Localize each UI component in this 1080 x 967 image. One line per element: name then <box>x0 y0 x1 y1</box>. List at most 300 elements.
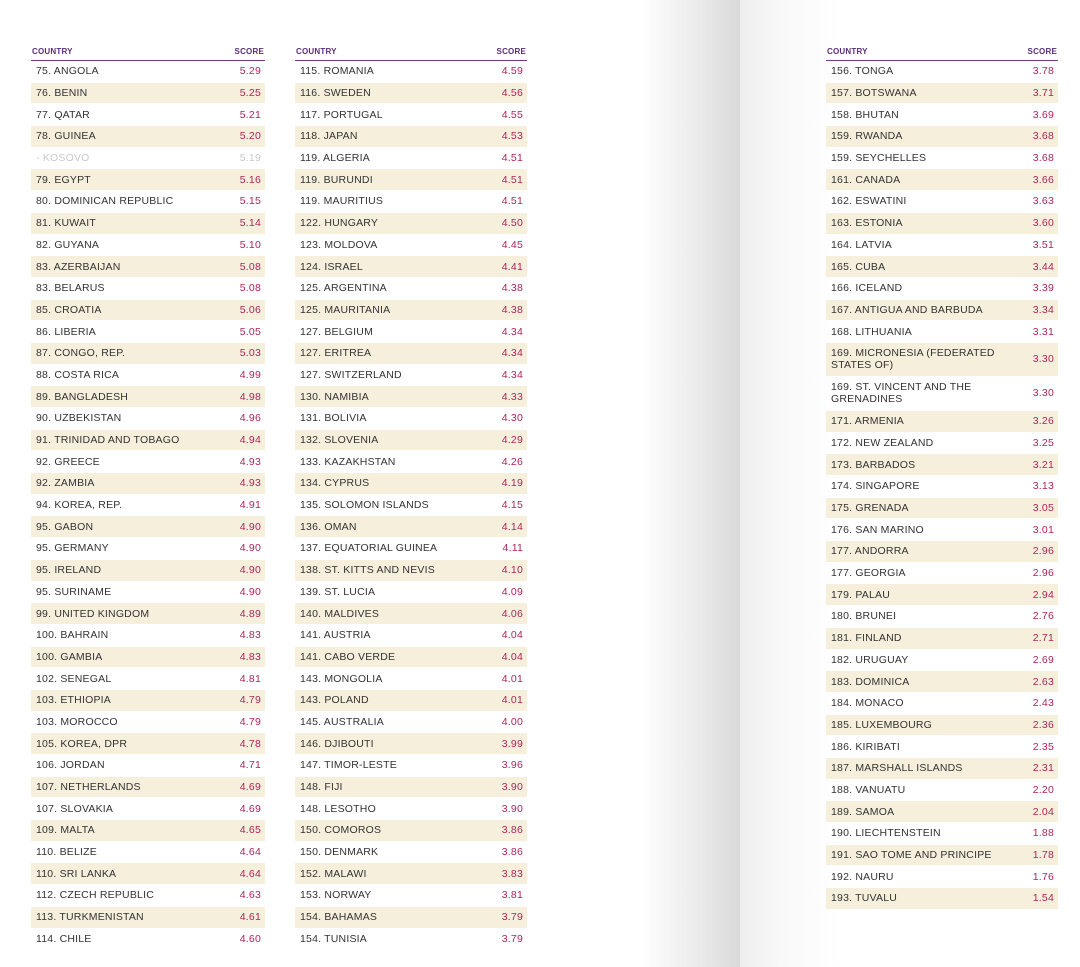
country-cell: 127. ERITREA <box>300 347 372 360</box>
country-cell: 105. KOREA, DPR <box>36 737 128 750</box>
table-row <box>31 560 265 582</box>
country-cell: 112. CZECH REPUBLIC <box>36 889 154 902</box>
country-cell: 81. KUWAIT <box>36 217 96 230</box>
score-cell: 4.94 <box>239 434 261 447</box>
country-cell: 87. CONGO, REP. <box>36 347 126 360</box>
table-row <box>295 798 527 820</box>
score-cell: 3.99 <box>501 737 523 750</box>
table-row <box>295 647 527 669</box>
table-row <box>826 736 1058 758</box>
table-row <box>295 430 527 452</box>
table-row <box>31 798 265 820</box>
table-row <box>31 235 265 257</box>
country-cell: 157. BOTSWANA <box>831 87 917 100</box>
score-cell: 4.79 <box>239 715 261 728</box>
table-row <box>826 606 1058 628</box>
score-cell: 4.99 <box>239 368 261 381</box>
country-cell: 113. TURKMENISTAN <box>36 911 144 924</box>
table-row <box>295 560 527 582</box>
country-cell: 169. MICRONESIA (FEDERATED STATES OF) <box>831 347 995 372</box>
table-row <box>826 758 1058 780</box>
table-row <box>31 929 265 951</box>
country-cell: 131. BOLIVIA <box>300 412 367 425</box>
country-cell: 103. ETHIOPIA <box>36 694 111 707</box>
table-row <box>826 377 1058 411</box>
score-cell: 4.06 <box>501 607 523 620</box>
table-body <box>295 61 527 950</box>
country-cell: 174. SINGAPORE <box>831 480 920 493</box>
country-cell: 179. PALAU <box>831 588 891 601</box>
country-cell: 165. CUBA <box>831 260 886 273</box>
score-cell: 5.06 <box>239 303 261 316</box>
country-cell: 143. POLAND <box>300 694 369 707</box>
table-row <box>31 582 265 604</box>
score-cell: 1.88 <box>1032 827 1054 840</box>
score-cell: 2.69 <box>1032 653 1054 666</box>
country-cell: 187. MARSHALL ISLANDS <box>831 762 963 775</box>
table-row <box>295 885 527 907</box>
table-row <box>295 256 527 278</box>
table-row <box>295 712 527 734</box>
score-cell: 5.19 <box>239 152 261 165</box>
table-row <box>31 126 265 148</box>
country-cell: 124. ISRAEL <box>300 260 363 273</box>
table-row <box>295 516 527 538</box>
country-cell: 186. KIRIBATI <box>831 740 900 753</box>
score-cell: 4.53 <box>501 130 523 143</box>
table-row <box>295 126 527 148</box>
table-row <box>826 169 1058 191</box>
country-cell: 177. ANDORRA <box>831 545 909 558</box>
score-cell: 4.78 <box>239 737 261 750</box>
country-cell: 116. SWEDEN <box>300 87 371 100</box>
country-cell: 100. BAHRAIN <box>36 629 109 642</box>
table-row <box>826 256 1058 278</box>
score-cell: 3.34 <box>1032 303 1054 316</box>
country-cell: 159. RWANDA <box>831 130 903 143</box>
score-cell: 4.29 <box>501 434 523 447</box>
score-cell: 4.90 <box>239 585 261 598</box>
country-cell: 146. DJIBOUTI <box>300 737 374 750</box>
table-row <box>31 690 265 712</box>
country-cell: 147. TIMOR-LESTE <box>300 759 397 772</box>
country-cell: 176. SAN MARINO <box>831 523 924 536</box>
country-cell: 141. CABO VERDE <box>300 650 396 663</box>
country-cell: 180. BRUNEI <box>831 610 897 623</box>
score-cell: 3.21 <box>1032 458 1054 471</box>
table-row <box>31 300 265 322</box>
country-cell: 92. ZAMBIA <box>36 477 95 490</box>
country-cell: 125. ARGENTINA <box>300 282 387 295</box>
score-cell: 4.01 <box>501 672 523 685</box>
country-cell: 134. CYPRUS <box>300 477 370 490</box>
score-cell: 3.83 <box>501 867 523 880</box>
score-cell: 4.01 <box>501 694 523 707</box>
country-cell: 91. TRINIDAD AND TOBAGO <box>36 434 180 447</box>
table-row <box>295 169 527 191</box>
country-cell: 83. BELARUS <box>36 282 105 295</box>
country-cell: 137. EQUATORIAL GUINEA <box>300 542 438 555</box>
score-cell: 5.21 <box>239 108 261 121</box>
score-cell: 3.05 <box>1032 502 1054 515</box>
table-row <box>295 213 527 235</box>
score-cell: 5.15 <box>239 195 261 208</box>
country-cell: 177. GEORGIA <box>831 567 906 580</box>
country-cell: 118. JAPAN <box>300 130 358 143</box>
score-cell: 4.63 <box>239 889 261 902</box>
table-row <box>295 451 527 473</box>
score-cell: 3.44 <box>1032 260 1054 273</box>
table-row <box>295 104 527 126</box>
table-row <box>31 820 265 842</box>
table-row <box>826 563 1058 585</box>
country-cell: 132. SLOVENIA <box>300 434 379 447</box>
table-row <box>31 712 265 734</box>
score-cell: 4.69 <box>239 802 261 815</box>
country-cell: 188. VANUATU <box>831 783 906 796</box>
table-row <box>295 408 527 430</box>
score-cell: 4.96 <box>239 412 261 425</box>
country-cell: 83. AZERBAIJAN <box>36 260 121 273</box>
country-cell: 89. BANGLADESH <box>36 390 129 403</box>
table-row <box>295 538 527 560</box>
score-cell: 2.35 <box>1032 740 1054 753</box>
country-cell: 162. ESWATINI <box>831 195 907 208</box>
table-row <box>31 386 265 408</box>
score-cell: 5.20 <box>239 130 261 143</box>
score-cell: 2.63 <box>1032 675 1054 688</box>
score-cell: 4.11 <box>502 542 523 555</box>
score-cell: 2.36 <box>1032 718 1054 731</box>
table-row <box>826 584 1058 606</box>
table-row <box>826 191 1058 213</box>
table-header <box>826 40 1058 61</box>
table-body <box>31 61 265 950</box>
score-cell: 4.51 <box>501 152 523 165</box>
table-row <box>31 61 265 83</box>
score-cell: 2.94 <box>1032 588 1054 601</box>
table-row <box>31 907 265 929</box>
score-cell: 4.30 <box>501 412 523 425</box>
country-cell: 100. GAMBIA <box>36 650 103 663</box>
score-cell: 5.14 <box>239 217 261 230</box>
country-cell: 119. MAURITIUS <box>300 195 384 208</box>
country-cell: 156. TONGA <box>831 65 894 78</box>
country-cell: 148. LESOTHO <box>300 802 376 815</box>
score-cell: 4.15 <box>501 499 523 512</box>
table-row <box>826 126 1058 148</box>
country-cell: 92. GREECE <box>36 455 100 468</box>
country-cell: 158. BHUTAN <box>831 108 899 121</box>
table-row <box>31 647 265 669</box>
country-column-header: COUNTRY <box>827 47 868 56</box>
country-cell: 95. GABON <box>36 520 94 533</box>
table-row <box>31 256 265 278</box>
country-cell: 167. ANTIGUA AND BARBUDA <box>831 303 983 316</box>
table-row <box>826 845 1058 867</box>
score-cell: 4.38 <box>501 303 523 316</box>
country-cell: 185. LUXEMBOURG <box>831 718 933 731</box>
country-cell: 88. COSTA RICA <box>36 368 120 381</box>
score-cell: 4.61 <box>239 911 261 924</box>
table-row <box>295 777 527 799</box>
country-cell: 107. NETHERLANDS <box>36 781 141 794</box>
table-row <box>31 755 265 777</box>
score-cell: 2.96 <box>1032 567 1054 580</box>
table-row <box>826 83 1058 105</box>
country-cell: 143. MONGOLIA <box>300 672 383 685</box>
score-cell: 2.20 <box>1032 783 1054 796</box>
score-cell: 3.86 <box>501 824 523 837</box>
score-cell: 3.71 <box>1032 87 1054 100</box>
score-cell: 4.19 <box>501 477 523 490</box>
country-cell: 106. JORDAN <box>36 759 105 772</box>
score-cell: 5.29 <box>239 65 261 78</box>
score-cell: 1.78 <box>1032 849 1054 862</box>
ranking-table-1 <box>31 40 265 950</box>
country-cell: 90. UZBEKISTAN <box>36 412 122 425</box>
table-row <box>295 907 527 929</box>
score-cell: 4.34 <box>501 368 523 381</box>
country-cell: 141. AUSTRIA <box>300 629 371 642</box>
score-cell: 3.25 <box>1032 436 1054 449</box>
table-row <box>31 668 265 690</box>
country-cell: 136. OMAN <box>300 520 357 533</box>
score-cell: 2.76 <box>1032 610 1054 623</box>
score-cell: 4.89 <box>239 607 261 620</box>
table-body <box>826 61 1058 910</box>
table-row <box>826 476 1058 498</box>
score-cell: 5.05 <box>239 325 261 338</box>
score-cell: 2.04 <box>1032 805 1054 818</box>
table-row <box>31 603 265 625</box>
score-cell: 5.03 <box>239 347 261 360</box>
table-row <box>31 104 265 126</box>
score-column-header: SCORE <box>234 47 264 56</box>
country-cell: 95. GERMANY <box>36 542 109 555</box>
table-row <box>31 148 265 170</box>
score-cell: 4.65 <box>239 824 261 837</box>
score-cell: 5.25 <box>239 87 261 100</box>
score-cell: 3.31 <box>1032 325 1054 338</box>
country-cell: 110. SRI LANKA <box>36 867 117 880</box>
table-row <box>826 541 1058 563</box>
score-cell: 4.45 <box>501 238 523 251</box>
table-row <box>295 235 527 257</box>
table-row <box>826 213 1058 235</box>
country-cell: 148. FIJI <box>300 781 343 794</box>
score-cell: 4.83 <box>239 629 261 642</box>
table-row <box>31 885 265 907</box>
country-cell: 154. TUNISIA <box>300 932 367 945</box>
country-cell: 150. DENMARK <box>300 846 379 859</box>
table-row <box>826 411 1058 433</box>
country-cell: 181. FINLAND <box>831 632 902 645</box>
score-cell: 4.90 <box>239 564 261 577</box>
score-cell: 3.01 <box>1032 523 1054 536</box>
score-cell: 4.93 <box>239 455 261 468</box>
score-cell: 4.51 <box>501 195 523 208</box>
score-cell: 4.56 <box>501 87 523 100</box>
country-cell: 152. MALAWI <box>300 867 367 880</box>
country-cell: 140. MALDIVES <box>300 607 380 620</box>
country-column-header: COUNTRY <box>32 47 73 56</box>
table-row <box>31 777 265 799</box>
table-row <box>826 519 1058 541</box>
score-cell: 3.79 <box>501 911 523 924</box>
table-row <box>295 300 527 322</box>
table-row <box>826 235 1058 257</box>
table-row <box>826 823 1058 845</box>
country-cell: 95. SURINAME <box>36 585 112 598</box>
score-cell: 4.51 <box>501 173 523 186</box>
score-cell: 5.10 <box>239 238 261 251</box>
country-cell: 139. ST. LUCIA <box>300 585 376 598</box>
country-cell: 78. GUINEA <box>36 130 96 143</box>
table-row <box>295 690 527 712</box>
country-cell: 79. EGYPT <box>36 173 91 186</box>
country-cell: 150. COMOROS <box>300 824 382 837</box>
table-row <box>295 365 527 387</box>
table-row <box>295 582 527 604</box>
score-cell: 1.54 <box>1032 892 1054 905</box>
score-cell: 4.91 <box>239 499 261 512</box>
country-cell: 173. BARBADOS <box>831 458 916 471</box>
table-row <box>826 715 1058 737</box>
country-cell: 85. CROATIA <box>36 303 102 316</box>
score-cell: 4.64 <box>239 846 261 859</box>
table-row <box>31 842 265 864</box>
country-cell: 125. MAURITANIA <box>300 303 391 316</box>
score-cell: 4.90 <box>239 542 261 555</box>
score-cell: 1.76 <box>1032 870 1054 883</box>
table-row <box>826 888 1058 910</box>
score-cell: 4.83 <box>239 650 261 663</box>
country-cell: - KOSOVO <box>36 152 90 165</box>
country-cell: 117. PORTUGAL <box>300 108 383 121</box>
table-row <box>826 780 1058 802</box>
table-row <box>31 451 265 473</box>
country-cell: 172. NEW ZEALAND <box>831 436 934 449</box>
score-cell: 4.69 <box>239 781 261 794</box>
country-cell: 114. CHILE <box>36 932 92 945</box>
table-row <box>31 408 265 430</box>
score-cell: 4.34 <box>501 347 523 360</box>
table-row <box>31 733 265 755</box>
table-row <box>31 278 265 300</box>
table-row <box>31 365 265 387</box>
score-cell: 4.33 <box>501 390 523 403</box>
table-header <box>295 40 527 61</box>
score-cell: 3.78 <box>1032 65 1054 78</box>
table-row <box>295 83 527 105</box>
score-cell: 4.09 <box>501 585 523 598</box>
country-cell: 86. LIBERIA <box>36 325 96 338</box>
score-cell: 4.04 <box>501 650 523 663</box>
table-row <box>295 321 527 343</box>
country-cell: 122. HUNGARY <box>300 217 379 230</box>
table-row <box>826 866 1058 888</box>
score-cell: 2.31 <box>1032 762 1054 775</box>
country-cell: 130. NAMIBIA <box>300 390 369 403</box>
table-row <box>31 191 265 213</box>
score-cell: 4.90 <box>239 520 261 533</box>
table-row <box>826 148 1058 170</box>
table-row <box>31 213 265 235</box>
table-row <box>31 473 265 495</box>
score-cell: 3.81 <box>501 889 523 902</box>
country-cell: 77. QATAR <box>36 108 90 121</box>
country-cell: 184. MONACO <box>831 697 904 710</box>
country-cell: 163. ESTONIA <box>831 217 903 230</box>
table-row <box>826 650 1058 672</box>
table-row <box>295 61 527 83</box>
table-row <box>295 603 527 625</box>
table-row <box>826 693 1058 715</box>
score-cell: 5.08 <box>239 260 261 273</box>
score-cell: 4.38 <box>501 282 523 295</box>
table-row <box>295 473 527 495</box>
table-row <box>826 343 1058 377</box>
country-cell: 166. ICELAND <box>831 282 903 295</box>
country-cell: 182. URUGUAY <box>831 653 909 666</box>
country-cell: 183. DOMINICA <box>831 675 910 688</box>
country-cell: 94. KOREA, REP. <box>36 499 123 512</box>
table-row <box>295 755 527 777</box>
score-cell: 3.90 <box>501 781 523 794</box>
table-row <box>826 454 1058 476</box>
table-row <box>31 495 265 517</box>
table-row <box>826 498 1058 520</box>
country-cell: 80. DOMINICAN REPUBLIC <box>36 195 174 208</box>
country-cell: 193. TUVALU <box>831 892 898 905</box>
country-cell: 119. ALGERIA <box>300 152 370 165</box>
country-cell: 123. MOLDOVA <box>300 238 378 251</box>
country-cell: 76. BENIN <box>36 87 88 100</box>
score-cell: 4.98 <box>239 390 261 403</box>
country-cell: 153. NORWAY <box>300 889 372 902</box>
score-cell: 3.90 <box>501 802 523 815</box>
table-row <box>31 430 265 452</box>
score-cell: 3.68 <box>1032 152 1054 165</box>
score-cell: 4.79 <box>239 694 261 707</box>
score-cell: 3.86 <box>501 846 523 859</box>
score-cell: 4.50 <box>501 217 523 230</box>
country-column-header: COUNTRY <box>296 47 337 56</box>
country-cell: 168. LITHUANIA <box>831 325 912 338</box>
table-row <box>295 343 527 365</box>
score-cell: 3.79 <box>501 932 523 945</box>
score-cell: 3.69 <box>1032 108 1054 121</box>
score-cell: 4.34 <box>501 325 523 338</box>
score-cell: 3.63 <box>1032 195 1054 208</box>
score-cell: 4.26 <box>501 455 523 468</box>
table-header <box>31 40 265 61</box>
table-row <box>295 929 527 951</box>
country-cell: 154. BAHAMAS <box>300 911 378 924</box>
score-cell: 5.16 <box>239 173 261 186</box>
score-cell: 3.68 <box>1032 130 1054 143</box>
score-cell: 4.81 <box>239 672 261 685</box>
score-cell: 4.04 <box>501 629 523 642</box>
table-row <box>826 278 1058 300</box>
country-cell: 110. BELIZE <box>36 846 97 859</box>
table-row <box>295 191 527 213</box>
country-cell: 109. MALTA <box>36 824 95 837</box>
score-column-header: SCORE <box>496 47 526 56</box>
table-row <box>295 842 527 864</box>
score-cell: 4.60 <box>239 932 261 945</box>
